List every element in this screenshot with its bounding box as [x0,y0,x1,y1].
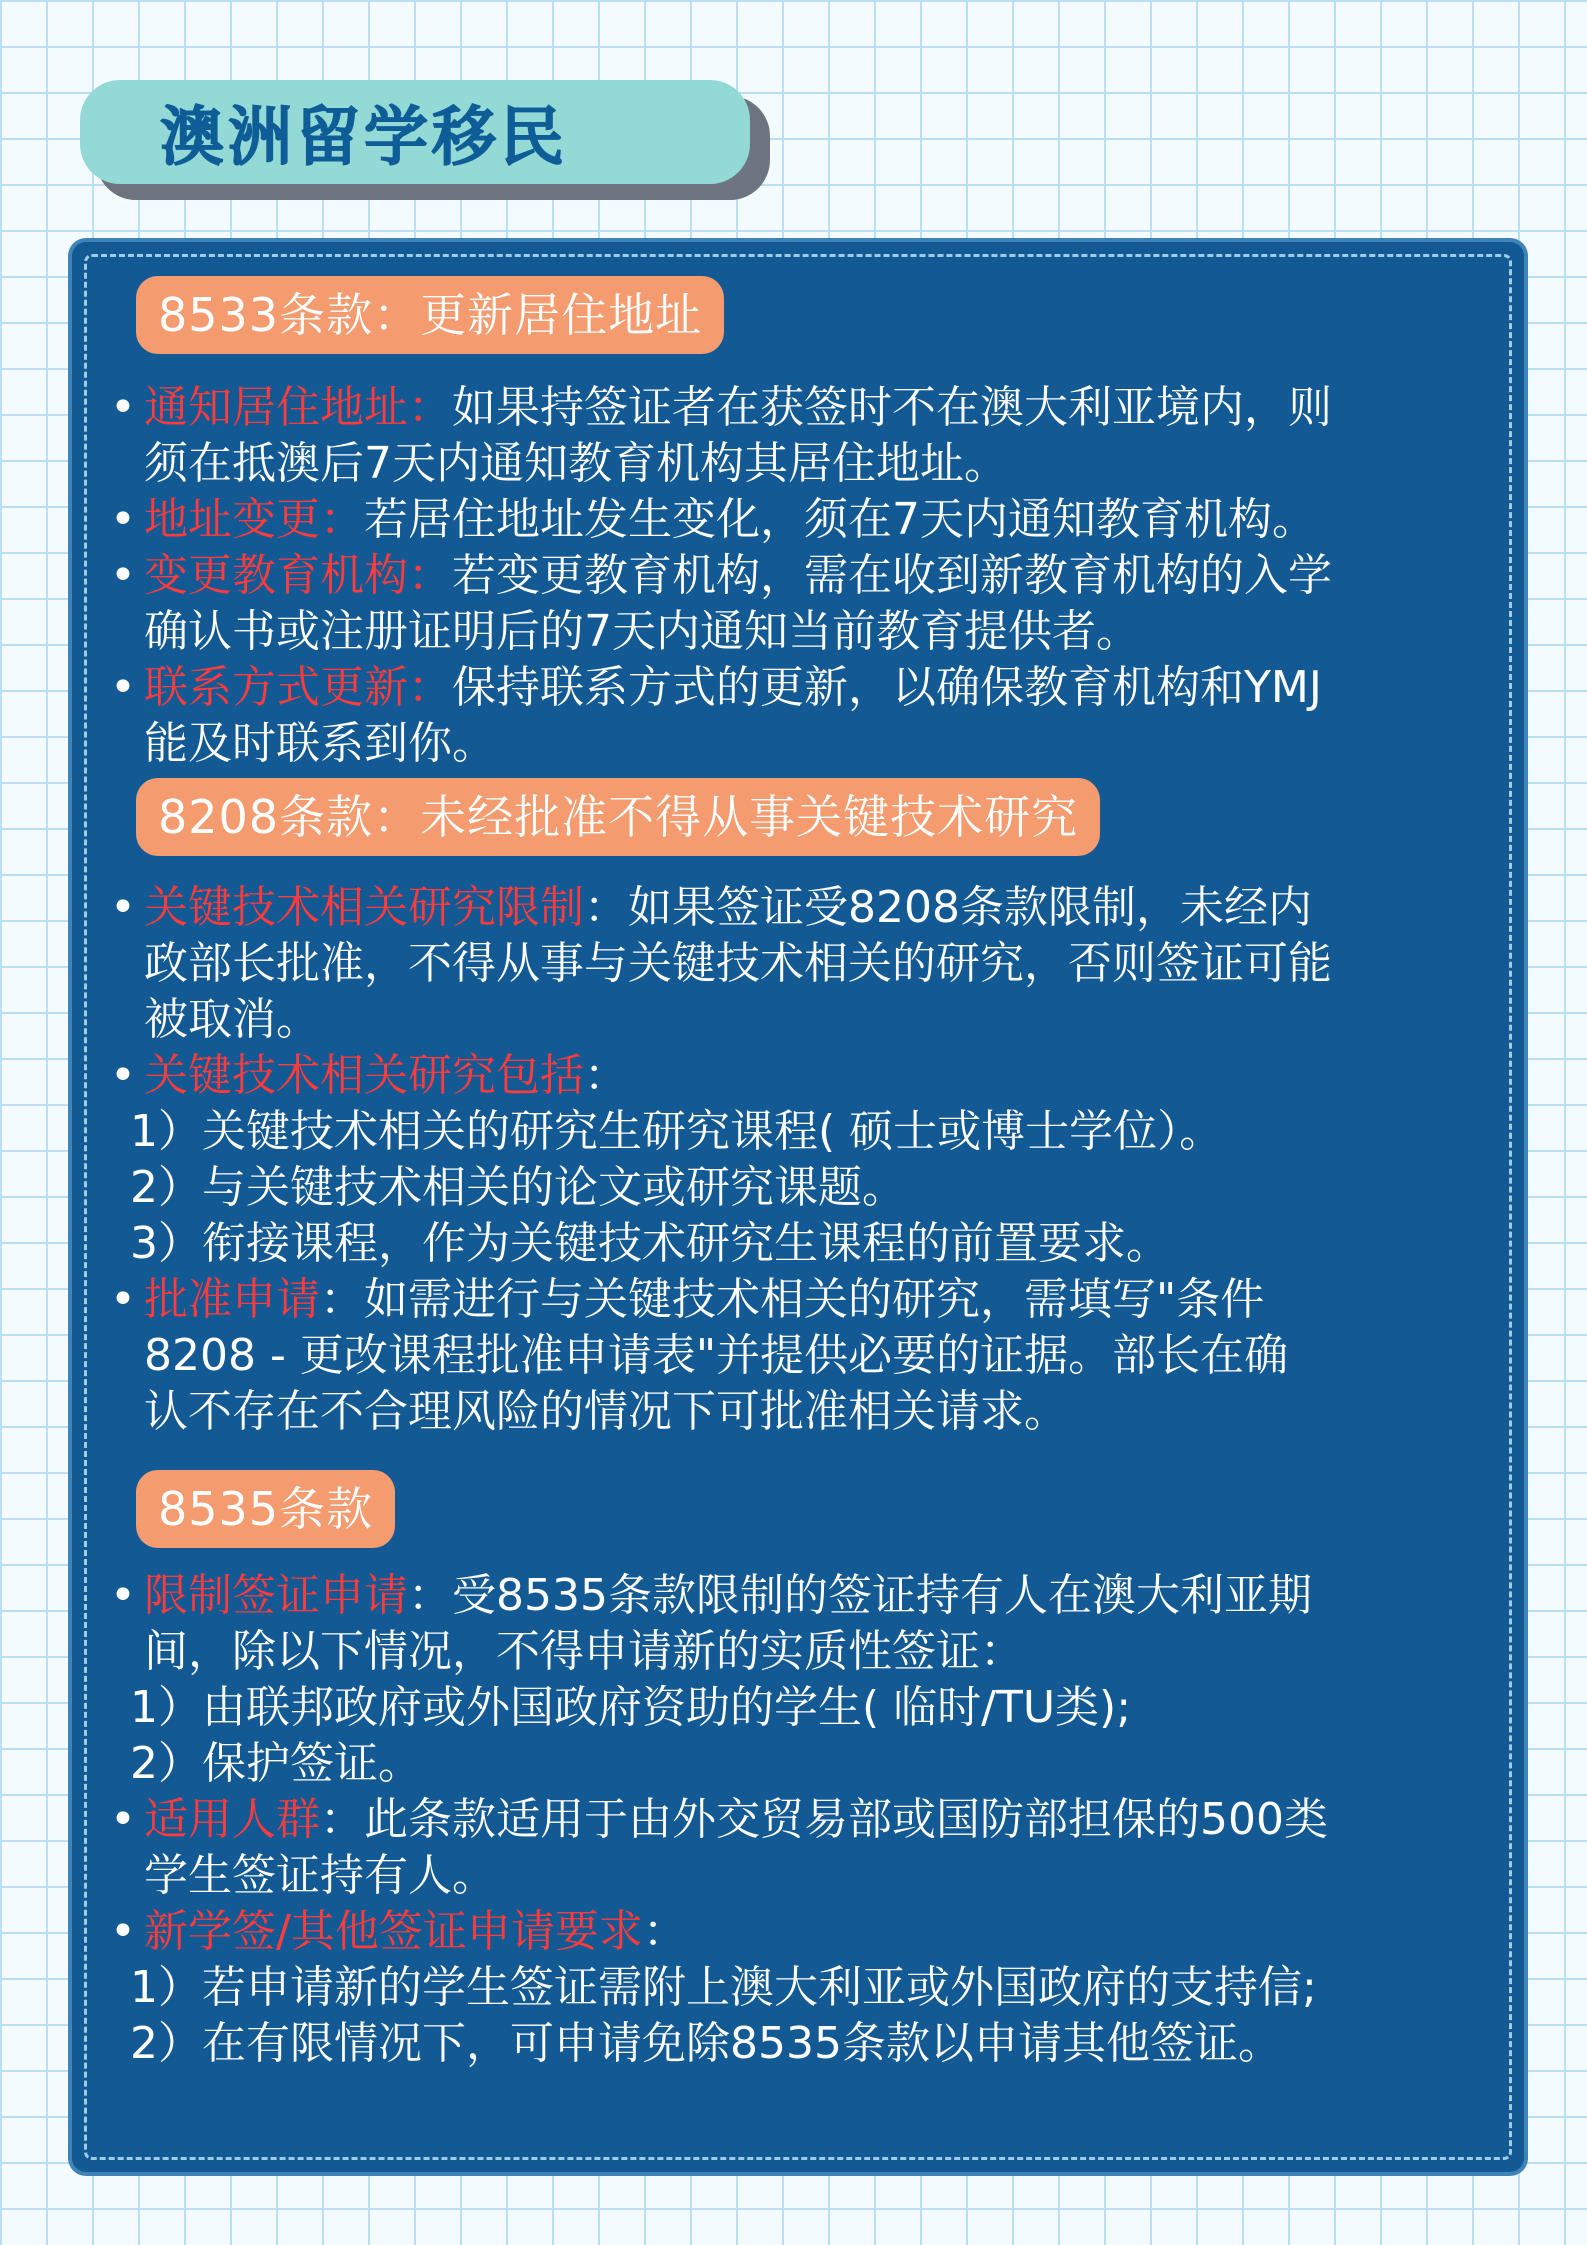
item-key: 适用人群 [144,1794,320,1845]
sub-item: 2）保护签证。 [130,1738,422,1789]
item-text: 如果持签证者在获签时不在澳大利亚境内，则 [452,382,1332,433]
bullet-icon: • [110,662,136,713]
item-text: 8208 - 更改课程批准申请表"并提供必要的证据。部长在确 [144,1330,1289,1381]
item-key: 联系方式更新： [144,662,452,713]
section-8208-list [100,880,1500,1440]
item-text: ：如需进行与关键技术相关的研究，需填写"条件 [320,1274,1265,1325]
list-item [100,1904,1500,1960]
page-title: 澳洲留学移民 [160,101,568,175]
bullet-icon: • [110,1906,136,1957]
item-text: 须在抵澳后7天内通知教育机构其居住地址。 [144,438,1008,489]
sub-item: 2）在有限情况下，可申请免除8535条款以申请其他签证。 [130,2018,1282,2069]
bullet-icon: • [110,1794,136,1845]
item-key: 批准申请 [144,1274,320,1325]
item-text: 认不存在不合理风险的情况下可批准相关请求。 [144,1386,1068,1437]
title-box [80,80,750,184]
bullet-icon: • [110,1570,136,1621]
item-text: ： [584,1050,628,1101]
sub-item: 1）由联邦政府或外国政府资助的学生( 临时/TU类); [130,1682,1132,1733]
item-text: 被取消。 [144,994,320,1045]
item-text: 确认书或注册证明后的7天内通知当前教育提供者。 [144,606,1140,657]
section-8535-list [100,1568,1500,2072]
section-tag-8535: 8535条款 [136,1470,395,1548]
item-key: 地址变更： [144,494,364,545]
list-item [100,380,1500,492]
bullet-icon: • [110,1274,136,1325]
item-text: 能及时联系到你。 [144,718,496,769]
item-key: 变更教育机构： [144,550,452,601]
item-text: 间，除以下情况，不得申请新的实质性签证： [144,1626,1024,1677]
section-8533-list [100,380,1500,772]
list-item [100,1272,1500,1440]
list-item [100,660,1500,772]
bullet-icon: • [110,1050,136,1101]
item-text: 学生签证持有人。 [144,1850,496,1901]
title-banner [80,80,770,200]
section-tag-8208: 8208条款：未经批准不得从事关键技术研究 [136,778,1100,856]
item-text: ： [642,1906,687,1957]
item-text: 若变更教育机构，需在收到新教育机构的入学 [452,550,1332,601]
item-key: 关键技术相关研究限制 [144,882,584,933]
bullet-icon: • [110,382,136,433]
sub-item: 1）关键技术相关的研究生研究课程( 硕士或博士学位）。 [130,1106,1224,1157]
item-text: ：如果签证受8208条款限制，未经内 [584,882,1312,933]
list-item [100,880,1500,1048]
item-key: 限制签证申请 [144,1570,408,1621]
list-item [100,1792,1500,1904]
list-item [100,1568,1500,1680]
bullet-icon: • [110,882,136,933]
list-item [100,1048,1500,1104]
sub-item: 2）与关键技术相关的论文或研究课题。 [130,1162,906,1213]
item-key: 关键技术相关研究包括 [144,1050,584,1101]
item-text: ：此条款适用于由外交贸易部或国防部担保的500类 [320,1794,1328,1845]
item-text: ：受8535条款限制的签证持有人在澳大利亚期 [408,1570,1312,1621]
bullet-icon: • [110,494,136,545]
sub-item: 3）衔接课程，作为关键技术研究生课程的前置要求。 [130,1218,1170,1269]
section-tag-8533: 8533条款：更新居住地址 [136,276,724,354]
item-key: 新学签/其他签证申请要求 [144,1906,643,1957]
item-text: 保持联系方式的更新，以确保教育机构和YMJ [452,662,1322,713]
item-text: 若居住地址发生变化，须在7天内通知教育机构。 [364,494,1316,545]
item-text: 政部长批准，不得从事与关键技术相关的研究，否则签证可能 [144,938,1332,989]
list-item [100,492,1500,548]
item-key: 通知居住地址： [144,382,452,433]
list-item [100,548,1500,660]
bullet-icon: • [110,550,136,601]
sub-item: 1）若申请新的学生签证需附上澳大利亚或外国政府的支持信; [130,1962,1317,2013]
